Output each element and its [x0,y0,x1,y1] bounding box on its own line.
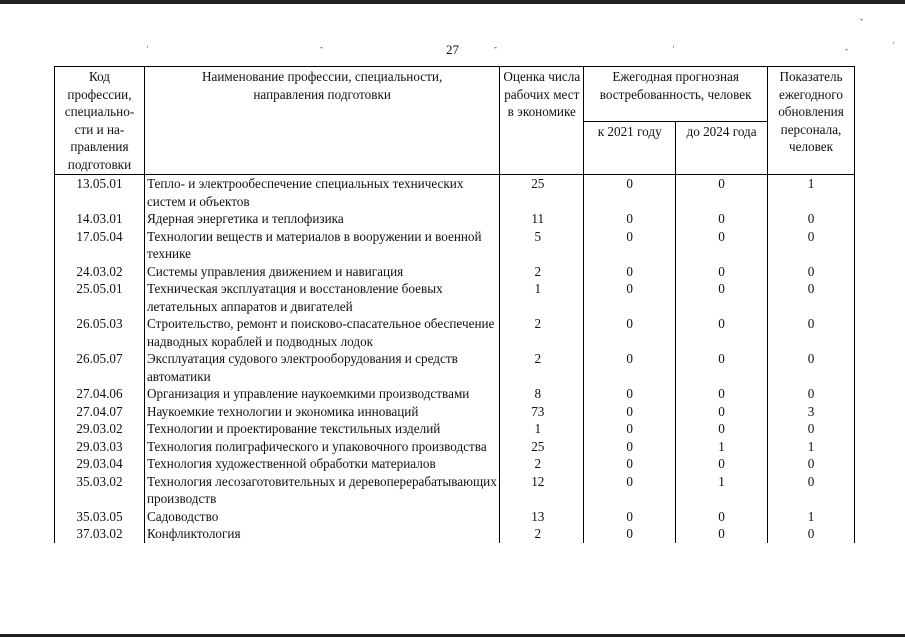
row-name: Техническая эксплуатация и восстановление боевых летательных аппаратов и двигателей [144,280,499,315]
row-estimate: 12 [500,473,584,508]
table-row [55,473,855,508]
scan-bottom-border [0,634,905,637]
row-forecast-2024: 0 [676,228,768,263]
row-forecast-2021: 0 [584,315,676,350]
row-forecast-2021: 0 [584,508,676,526]
row-forecast-2024: 0 [676,210,768,228]
row-forecast-2021: 0 [584,403,676,421]
table-row [55,210,855,228]
header-forecast: Ежегодная прогнозная востребованность, человек [584,67,768,122]
row-forecast-2021: 0 [584,385,676,403]
row-forecast-2024: 0 [676,350,768,385]
page-number: 27 [446,42,459,57]
row-name: Системы управления движением и навигация [144,263,499,281]
header-forecast-2021: к 2021 году [584,122,676,175]
row-estimate: 2 [500,455,584,473]
scan-speck: - [860,14,863,24]
row-forecast-2024: 0 [676,385,768,403]
row-forecast-2024: 0 [676,315,768,350]
workforce-table [54,66,855,543]
row-forecast-2021: 0 [584,228,676,263]
row-name: Тепло- и электрообеспечение специальных технических систем и объектов [144,175,499,211]
row-forecast-2024: 0 [676,280,768,315]
row-forecast-2021: 0 [584,280,676,315]
table-row [55,438,855,456]
table-row [55,403,855,421]
row-estimate: 11 [500,210,584,228]
row-renewal: 0 [768,385,855,403]
row-name: Технология художественной обработки материалов [144,455,499,473]
row-estimate: 8 [500,385,584,403]
header-name: Наименование профессии, специальности, направления подготовки [144,67,499,175]
scan-speck: · [892,38,895,48]
row-name: Конфликтология [144,525,499,543]
row-forecast-2021: 0 [584,455,676,473]
row-renewal: 1 [768,438,855,456]
row-estimate: 5 [500,228,584,263]
row-forecast-2024: 1 [676,473,768,508]
row-renewal: 0 [768,280,855,315]
row-renewal: 1 [768,175,855,211]
row-renewal: 0 [768,455,855,473]
row-forecast-2024: 0 [676,420,768,438]
scan-speck: - [320,42,323,52]
row-renewal: 3 [768,403,855,421]
row-name: Садоводство [144,508,499,526]
row-code: 29.03.02 [55,420,145,438]
row-renewal: 0 [768,315,855,350]
row-renewal: 0 [768,263,855,281]
row-code: 25.05.01 [55,280,145,315]
table-row [55,508,855,526]
row-renewal: 0 [768,350,855,385]
row-forecast-2024: 0 [676,263,768,281]
row-code: 27.04.06 [55,385,145,403]
row-code: 26.05.07 [55,350,145,385]
row-code: 37.03.02 [55,525,145,543]
header-code: Код профессии, специально-сти и на-правления подготовки [55,67,145,175]
row-name: Строительство, ремонт и поисково-спасательное обеспечение надводных кораблей и подводных лодок [144,315,499,350]
row-renewal: 1 [768,508,855,526]
row-code: 14.03.01 [55,210,145,228]
scan-speck: · [146,42,149,52]
row-code: 35.03.02 [55,473,145,508]
header-renewal: Показатель ежегодного обновления персонала, человек [768,67,855,175]
row-forecast-2021: 0 [584,350,676,385]
row-estimate: 25 [500,175,584,211]
row-renewal: 0 [768,228,855,263]
row-renewal: 0 [768,420,855,438]
table-row [55,420,855,438]
row-code: 29.03.04 [55,455,145,473]
row-name: Технология лесозаготовительных и деревоперерабатывающих производств [144,473,499,508]
table-row [55,228,855,263]
row-estimate: 25 [500,438,584,456]
scan-speck: - [845,44,848,54]
row-forecast-2021: 0 [584,175,676,211]
row-estimate: 2 [500,525,584,543]
table-row [55,315,855,350]
row-name: Технологии и проектирование текстильных изделий [144,420,499,438]
row-forecast-2021: 0 [584,420,676,438]
header-estimate: Оценка числа рабочих мест в экономике [500,67,584,175]
row-estimate: 1 [500,280,584,315]
row-name: Эксплуатация судового электрооборудования и средств автоматики [144,350,499,385]
row-code: 27.04.07 [55,403,145,421]
row-estimate: 13 [500,508,584,526]
scan-top-border [0,0,905,4]
row-forecast-2021: 0 [584,210,676,228]
row-forecast-2024: 0 [676,455,768,473]
row-forecast-2021: 0 [584,438,676,456]
row-renewal: 0 [768,473,855,508]
row-forecast-2024: 0 [676,508,768,526]
row-renewal: 0 [768,525,855,543]
row-name: Организация и управление наукоемкими производствами [144,385,499,403]
table-row [55,280,855,315]
row-name: Технология полиграфического и упаковочного производства [144,438,499,456]
row-forecast-2024: 0 [676,175,768,211]
row-estimate: 2 [500,263,584,281]
row-code: 35.03.05 [55,508,145,526]
table-row [55,525,855,543]
table-header-row [55,67,855,122]
row-forecast-2021: 0 [584,473,676,508]
row-code: 26.05.03 [55,315,145,350]
row-forecast-2021: 0 [584,263,676,281]
table-row [55,175,855,211]
table-row [55,385,855,403]
row-forecast-2024: 0 [676,403,768,421]
table-row [55,263,855,281]
row-name: Ядерная энергетика и теплофизика [144,210,499,228]
row-estimate: 2 [500,315,584,350]
table-row [55,455,855,473]
row-name: Технологии веществ и материалов в вооружении и военной технике [144,228,499,263]
row-code: 24.03.02 [55,263,145,281]
row-forecast-2024: 1 [676,438,768,456]
table-row [55,350,855,385]
row-code: 13.05.01 [55,175,145,211]
row-estimate: 73 [500,403,584,421]
row-code: 29.03.03 [55,438,145,456]
row-forecast-2021: 0 [584,525,676,543]
table-body [55,175,855,543]
row-estimate: 1 [500,420,584,438]
row-forecast-2024: 0 [676,525,768,543]
row-name: Наукоемкие технологии и экономика инноваций [144,403,499,421]
row-renewal: 0 [768,210,855,228]
row-code: 17.05.04 [55,228,145,263]
scan-speck: - [494,42,497,52]
header-forecast-2024: до 2024 года [676,122,768,175]
row-estimate: 2 [500,350,584,385]
scan-speck: · [672,42,675,52]
